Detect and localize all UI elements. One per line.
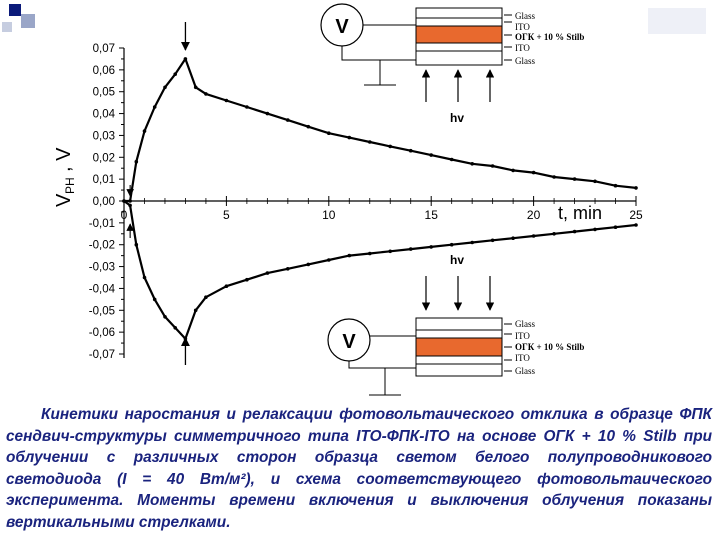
bottom-label-leaders — [504, 324, 512, 371]
series-1-point — [348, 136, 352, 140]
series-1-point — [593, 180, 597, 184]
series-2-point — [194, 309, 198, 313]
top-layer-label-4: Glass — [515, 56, 535, 66]
bottom-ito-lower — [416, 356, 502, 364]
series-1-point — [153, 105, 157, 109]
y-tick-label: -0,05 — [88, 305, 115, 318]
series-1-point — [163, 86, 167, 90]
series-2-point — [593, 228, 597, 232]
top-label-leaders — [504, 15, 512, 60]
series-2-point — [173, 326, 177, 330]
series-2-point — [204, 295, 208, 299]
y-axis-label-main: V — [53, 193, 75, 207]
series-2-point — [511, 236, 515, 240]
bottom-glass-upper — [416, 318, 502, 330]
y-tick-label: 0,06 — [92, 64, 115, 77]
y-axis-label-unit: , V — [53, 147, 75, 172]
y-tick-label: 0,00 — [92, 196, 115, 208]
y-tick-label: 0,01 — [92, 174, 115, 187]
series-1-point — [204, 92, 208, 96]
series-2-point — [153, 298, 157, 302]
top-layer-label-2: ОГК + 10 % Stilb — [515, 32, 585, 42]
series-2-point — [135, 243, 139, 247]
top-film — [416, 26, 502, 43]
top-layer-label-1: ITO — [515, 22, 530, 32]
series-1-point — [552, 175, 556, 179]
x-tick-label: 20 — [526, 208, 541, 222]
x-tick-label: 15 — [424, 208, 438, 222]
series-2-point — [491, 239, 495, 243]
y-tick-label: 0,05 — [92, 86, 115, 99]
top-wire-lower — [342, 46, 416, 85]
x-tick-label: 5 — [223, 208, 230, 222]
x-axis-label: t, min — [558, 203, 603, 223]
series-2-point — [225, 284, 229, 288]
series-2-point — [552, 232, 556, 236]
series-2-point — [245, 278, 249, 282]
bottom-voltmeter-label: V — [342, 331, 356, 353]
y-tick-label: -0,01 — [88, 217, 115, 230]
chart-axes — [89, 43, 643, 361]
bottom-layer-label-4: Glass — [515, 366, 535, 376]
x-tick-label: 0 — [120, 208, 128, 222]
x-tick-label: 25 — [629, 208, 643, 222]
bottom-sample-schematic — [328, 253, 584, 395]
series-1-point — [368, 140, 372, 144]
figure-caption — [6, 404, 712, 533]
series-1-point — [327, 131, 331, 135]
bottom-layer-label-0: Glass — [515, 319, 535, 329]
bottom-layer-label-1: ITO — [515, 331, 530, 341]
bottom-light-label: hv — [449, 253, 465, 267]
series-2-point — [470, 241, 474, 245]
top-glass-upper — [416, 8, 502, 18]
bottom-ito-upper — [416, 330, 502, 338]
series-2-point — [122, 199, 126, 203]
series-1-point — [128, 199, 132, 203]
series-1-point — [194, 86, 198, 90]
top-light-label: hv — [449, 111, 465, 125]
y-axis-label — [53, 147, 77, 207]
bottom-layer-label-2: ОГК + 10 % Stilb — [515, 342, 585, 352]
top-sample-schematic — [321, 4, 584, 125]
y-tick-label: 0,03 — [92, 130, 115, 143]
light-switch-arrows — [130, 22, 185, 365]
series-2-point — [388, 250, 392, 254]
chart-series — [122, 57, 638, 340]
top-ito-upper — [416, 18, 502, 26]
series-1-point — [135, 160, 139, 164]
series-1-point — [470, 162, 474, 166]
series-1-point — [614, 184, 618, 188]
series-1-point — [225, 99, 229, 103]
series-2-point — [409, 247, 413, 251]
top-layer-label-0: Glass — [515, 11, 535, 21]
y-tick-label: -0,04 — [88, 283, 115, 296]
series-2-point — [163, 315, 167, 319]
y-tick-label: 0,02 — [92, 152, 115, 165]
series-1-point — [286, 118, 290, 122]
series-1-point — [388, 145, 392, 149]
series-2-point — [307, 263, 311, 267]
series-1-point — [143, 129, 147, 133]
series-1-point — [266, 112, 270, 116]
series-2-point — [128, 204, 132, 208]
bottom-layer-label-3: ITO — [515, 353, 530, 363]
series-1-point — [532, 171, 536, 175]
series-1-point — [429, 153, 433, 157]
y-axis-label-sub: PH — [63, 177, 77, 194]
series-1-point — [307, 125, 311, 129]
bottom-wire-lower — [349, 361, 416, 395]
bottom-film — [416, 338, 502, 356]
series-1-point — [573, 177, 577, 181]
y-tick-label: -0,02 — [88, 239, 115, 252]
series-2-point — [286, 267, 290, 271]
series-2-point — [634, 223, 638, 227]
series-1-point — [511, 169, 515, 173]
series-1-point — [491, 164, 495, 168]
series-1-point — [409, 149, 413, 153]
series-2-point — [614, 225, 618, 229]
y-tick-label: 0,07 — [92, 43, 115, 55]
series-2-point — [429, 245, 433, 249]
series-2-point — [266, 271, 270, 275]
y-tick-label: -0,03 — [88, 261, 115, 274]
series-2-point — [368, 252, 372, 256]
series-1-point — [173, 72, 177, 76]
series-1-point — [184, 57, 188, 61]
top-voltmeter-label: V — [335, 16, 349, 38]
series-2-point — [143, 276, 147, 280]
series-2-point — [573, 230, 577, 234]
x-tick-label: 10 — [322, 208, 336, 222]
top-glass-lower — [416, 51, 502, 65]
y-tick-label: -0,07 — [88, 349, 115, 361]
series-1-point — [634, 186, 638, 190]
series-2-point — [348, 254, 352, 258]
bottom-glass-lower — [416, 364, 502, 376]
caption-text: Кинетики наростания и релаксации фотовольтаического отклика в образце ФПК сендвич-структуры симметричного типа ITO-ФПК-ITO на основе ОГК + 10 % Stilb при облучении с различных сторон образца светом белого полупроводникового светодиода (I = 40 Вт/м²), и схема соответствующего фотовольтаического эксперимента. Моменты времени включения и выключения облучения показаны вертикальными стрелками. — [6, 406, 712, 531]
series-1-point — [450, 158, 454, 162]
series-2-point — [532, 234, 536, 238]
y-tick-label: -0,06 — [88, 327, 115, 340]
y-tick-label: 0,04 — [92, 108, 115, 121]
series-2-point — [327, 258, 331, 262]
series-2-point — [450, 243, 454, 247]
top-ito-lower — [416, 43, 502, 51]
series-1-point — [245, 105, 249, 109]
top-layer-label-3: ITO — [515, 43, 530, 53]
